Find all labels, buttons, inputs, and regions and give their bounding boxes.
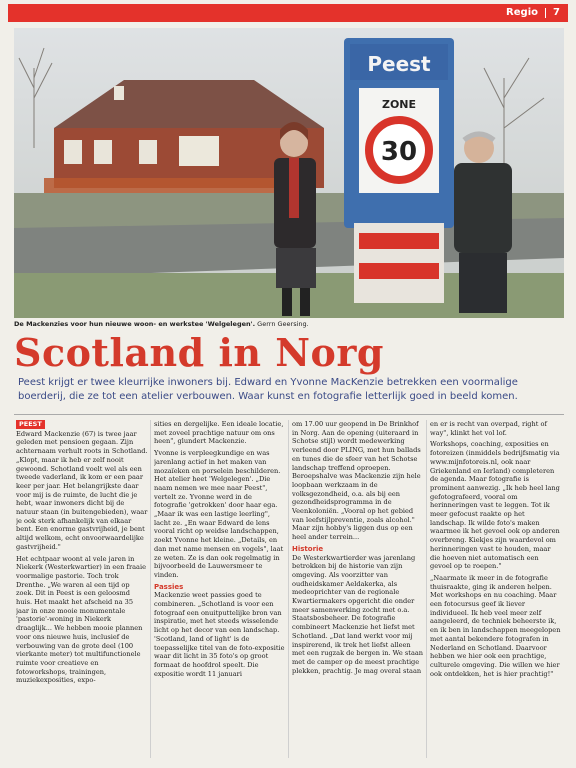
article-column-2 (154, 420, 286, 760)
article-headline: Scotland in Norg (14, 330, 384, 375)
page-header-bar (8, 4, 568, 22)
subheading: Historie (292, 544, 324, 553)
header-separator (545, 8, 546, 18)
paragraph: en er is recht van overpad, right of way", klinkt het vol lof. (430, 420, 547, 437)
paragraph: Edward Mackenzie (67) is twee jaar geleden met pensioen gegaan. Zijn achternaam verhult roots in Schotland. „Klopt, maar ik heb er zelf nooit gewoond. Schotland voelt wel als een tweede vaderland, ik kom er een paar keer per jaar. Het belangrijkste daar voor mij is de ruimte, de lucht die je hebt, waar inwoners dicht bij de natuur staan (in buitengebieden), waar je ook sterk afhankelijk van elkaar bent. Een enorme gastvrijheid, je bent altijd welkom, echt onvoorwaardelijke gastvrijheid." (16, 429, 148, 551)
article-lead: Peest krijgt er twee kleurrijke inwoners bij. Edward en Yvonne MacKenzie betrekken een voormalige boerderij, die ze tot een atelier verbouwen. Waar kunst en fotografie letterlijk goed in beeld komen. (18, 377, 518, 402)
photo-caption (14, 320, 564, 328)
photo-illustration (14, 28, 564, 318)
paragraph: „Naarmate ik meer in de fotografie thuisraakte, ging ik anderen helpen. Met workshops en nu coaching. Maar een fotocursus geef ik liever individueel. Ik heb veel meer zelf aangeleerd, de techniek beheerste ik, en ik ben in landschappen meegelopen met aantal bekendere fotografen in Nederland en Schotland. Daarvoor hebben we hier ook een prachtige, culturele omgeving. Die willen we hier ook ontdekken, het is hier prachtig!" (430, 573, 561, 678)
article-column-4 (430, 420, 562, 760)
sign-speed-limit: 30 (380, 137, 418, 167)
paragraph: sities en dergelijke. Een ideale locatie, met zoveel prachtige natuur om ons heen", glundert Mackenzie. (154, 420, 284, 446)
paragraph: om 17.00 uur geopend in De Brinkhof in Norg. Aan de opening (uiteraard in Schotse stijl) wordt medewerking verleend door PLING, met hun ballads en tunes die de sfeer van het Schotse landschap treffend oproepen. Beroepshalve was Mackenzie zijn hele loopbaan werkzaam in de volksgezondheid, o.a. als bij een gezondheidsprogramma in de Veenkoloniën. „Vooral op het gebied van leefstijlpreventie, zoals alcohol." Maar zijn hobby's liggen dus op een heel ander terrein... (292, 420, 421, 542)
paragraph: Mackenzie weet passies goed te combineren. „Schotland is voor een fotograaf een onuitputtelijke bron van inspiratie, met het steeds wisselende licht op het decor van een landschap. 'Scotland, land of light' is de toepasselijke titel van de foto-expositie waar dit licht in 35 foto's op groot formaat de hoofdrol speelt. Die expositie wordt 11 januari (154, 591, 285, 678)
article-column-1 (16, 420, 148, 760)
column-separator (426, 420, 427, 758)
paragraph: Workshops, coaching, exposities en fotoreizen (inmiddels bedrijfsmatig via www.mijnfotoreis.nl, ook naar Griekenland en Ierland) completeren de agenda. Maar fotografie is prominent aanwezig. „Ik heb heel lang gefotografeerd, vooral om herinneringen vast te leggen. Tot ik meer gefocust raakte op het landschap. Ik wilde foto's maken waarmee ik het gevoel ook op anderen overbreng. Kiekjes zijn waardevol om herinneringen vast te houden, maar die hoeven niet automatisch een gevoel op te roepen." (430, 440, 560, 571)
dateline-tag: PEEST (16, 420, 45, 429)
paragraph: De Westerkwartierder was jarenlang betrokken bij de historie van zijn omgeving. Als voorzitter van oudheidskamer Aeldakerka, als medeoprichter van de regionale Kwartiermakers opgericht die onder meer samenwerking zocht met o.a. Staatsbosbeheer. De fotografie combineert Mackenzie het liefst met Schotland. „Dat land werkt voor mij inspirerend, ik trek het liefst alleen met een rugzak de bergen in. We staan met de camper op de meest prachtige plekken, prachtig. Je mag overal staan (292, 553, 424, 675)
article-column-3 (292, 420, 424, 760)
column-separator (150, 420, 151, 758)
sign-zone-label: ZONE (381, 98, 417, 111)
column-separator (288, 420, 289, 758)
article-photo (14, 28, 564, 318)
sign-place-name: Peest (367, 52, 431, 76)
photo-credit: Gerrn Geersing. (257, 320, 309, 328)
lead-divider (14, 414, 564, 415)
section-label: Regio (506, 7, 538, 18)
paragraph: Het echtpaar woont al vele jaren in Niekerk (Westerkwartier) in een fraaie voormalige pastorie. Toch trok Drenthe. „We waren al een tijd op zoek. Dit in Peest is een geloosmd huis. Het maakt het afscheid na 35 jaar in onze mooie monumentale 'pastorie'-woning in Niekerk draaglijk... We hebben mooie plannen voor ons nieuwe huis, inclusief de verbouwing van de grote deel (100 vierkante meter) tot multifunctionele ruimte voor creatieve en fotoworkshops, trainingen, muziekexposities, expo- (16, 554, 146, 685)
paragraph: Yvonne is verpleegkundige en was jarenlang actief in het maken van mozaïeken en porselein beschilderen. Het atelier heet 'Welgelegen'. „Die naam nemen we mee naar Peest", vertelt ze. Yvonne werd in de fotografie 'getrokken' door haar ega. „Maar ik was een lastige leerling", lacht ze. „En waar Edward de lens vooral richt op weidse landschappen, zoekt Yvonne het kleine. „Details, en dan met name mensen en vogels", laat ze weten. Ze is dan ook regelmatig in bijvoorbeeld de Lauwersmeer te vinden. (154, 449, 284, 579)
page-number: 7 (553, 7, 560, 18)
subheading: Passies (154, 582, 184, 591)
caption-text: De Mackenzies voor hun nieuwe woon- en werkstee 'Welgelegen'. (14, 320, 256, 328)
